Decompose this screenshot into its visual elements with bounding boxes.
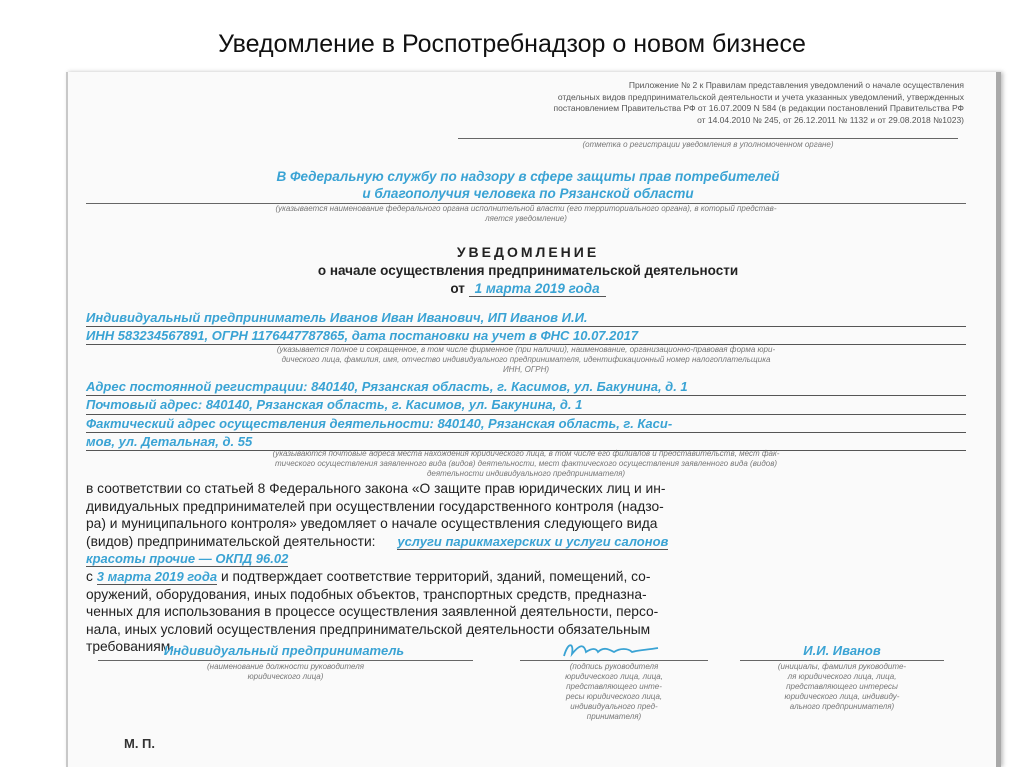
- body-line: дивидуальных предпринимателей при осуществлении государственного контроля (надзо-: [86, 498, 664, 514]
- signature-icon: [558, 638, 668, 662]
- appendix-line: постановлением Правительства РФ от 16.07.2009 N 584 (в редакции постановлений Правительства РФ: [553, 103, 964, 113]
- activity-value: услуги парикмахерских и услуги салонов: [397, 533, 669, 549]
- stamp-place: М. П.: [124, 736, 156, 751]
- sign-name-note: (инициалы, фамилия руководите- ля юридического лица, лица, представляющего интересы юридического лица, индивиду- ального предпринимателя): [777, 662, 907, 711]
- sign-name: И.И. Иванов: [803, 643, 881, 658]
- sign-position: Индивидуальный предприниматель: [163, 643, 405, 658]
- activity-value-cont: красоты прочие — ОКПД 96.02: [86, 551, 289, 567]
- body-line: с 3 марта 2019 года и подтверждает соответствие территорий, зданий, помещений, со-: [86, 568, 651, 584]
- entrepreneur-line: ИНН 583234567891, ОГРН 1176447787865, дата постановки на учет в ФНС 10.07.2017: [86, 327, 966, 345]
- authority-block: [88, 168, 968, 202]
- notification-document: [66, 72, 1001, 767]
- sign-position-rule: [98, 660, 473, 661]
- date-value: 1 марта 2019 года: [469, 281, 606, 297]
- registration-note: (отметка о регистрации уведомления в уполномоченном органе): [582, 140, 834, 149]
- body-paragraph: [86, 480, 966, 656]
- address-note: (указываются почтовые адреса места нахождения юридического лица, в том числе его филиалов и представительств, мест фак- тического осуществления заявленного вида (видов) деятельности, мест фактического осуществления заявленного вида (видов) деятельности индивидуального предпринимателя): [272, 449, 780, 478]
- address-line: Адрес постоянной регистрации: 840140, Рязанская область, г. Касимов, ул. Бакунина, д. 1: [86, 378, 966, 396]
- entrepreneur-block: [86, 309, 966, 345]
- address-block: [86, 378, 966, 451]
- entrepreneur-note: (указывается полное и сокращенное, в том числе фирменное (при наличии), наименование, организационно-правовая форма юри- дического лица, фамилия, имя, отчество индивидуального предпринимателя, идентификационный номер налогоплательщика ИНН, ОГРН): [276, 345, 776, 374]
- signature-rule: [520, 660, 708, 661]
- start-date: 3 марта 2019 года: [96, 568, 218, 584]
- entrepreneur-line: Индивидуальный предприниматель Иванов Иван Иванович, ИП Иванов И.И.: [86, 309, 966, 327]
- document-title: УВЕДОМЛЕНИЕ: [456, 244, 600, 260]
- address-line: Почтовый адрес: 840140, Рязанская область, г. Касимов, ул. Бакунина, д. 1: [86, 396, 966, 414]
- body-line: (видов) предпринимательской деятельности: услуги парикмахерских и услуги салонов: [86, 533, 669, 549]
- appendix-line: от 14.04.2010 № 245, от 26.12.2011 № 1132 и от 29.08.2018 №1023): [697, 114, 964, 125]
- address-line: Фактический адрес осуществления деятельности: 840140, Рязанская область, г. Каси-: [86, 415, 966, 433]
- slide-title: Уведомление в Роспотребнадзор о новом бизнесе: [218, 30, 806, 58]
- date-prefix: от: [450, 281, 465, 296]
- address-line: мов, ул. Детальная, д. 55: [86, 433, 966, 451]
- authority-line: и благополучия человека по Рязанской области: [362, 186, 694, 201]
- body-line: [86, 550, 966, 568]
- registration-rule: [458, 138, 958, 139]
- body-line: требованиям.: [86, 639, 175, 655]
- document-subtitle: о начале осуществления предпринимательской деятельности: [317, 263, 739, 278]
- signature-note: (подпись руководителя юридического лица, лица, представляющего инте- ресы юридического лица, индивидуального пред- принимателя): [565, 662, 663, 721]
- body-line: ченных для использования в процессе осуществления заявленной деятельности, персо-: [86, 604, 659, 620]
- sign-name-rule: [740, 660, 944, 661]
- appendix-line: Приложение № 2 к Правилам представления уведомлений о начале осуществления: [628, 80, 964, 90]
- body-line: в соответствии со статьей 8 Федерального закона «О защите прав юридических лиц и ин-: [86, 481, 666, 496]
- appendix-line: отдельных видов предпринимательской деятельности и учета указанных уведомлений, утвержденных: [557, 91, 964, 102]
- body-line: нала, иных условий осуществления предпринимательской деятельности обязательным: [86, 621, 651, 637]
- body-line: оружений, оборудования, иных подобных объектов, транспортных средств, предназна-: [86, 586, 647, 602]
- sign-position-note: (наименование должности руководителя юридического лица): [207, 662, 364, 681]
- authority-line: В Федеральную службу по надзору в сфере защиты прав потребителей: [276, 169, 780, 184]
- document-date: [88, 281, 968, 296]
- authority-note: (указывается наименование федерального органа исполнительной власти (его территориального органа), в который представ- ляется уведомление): [275, 204, 777, 223]
- body-line: ра) и муниципального контроля» уведомляет о начале осуществления следующего вида: [86, 516, 658, 532]
- appendix-block: [364, 80, 964, 126]
